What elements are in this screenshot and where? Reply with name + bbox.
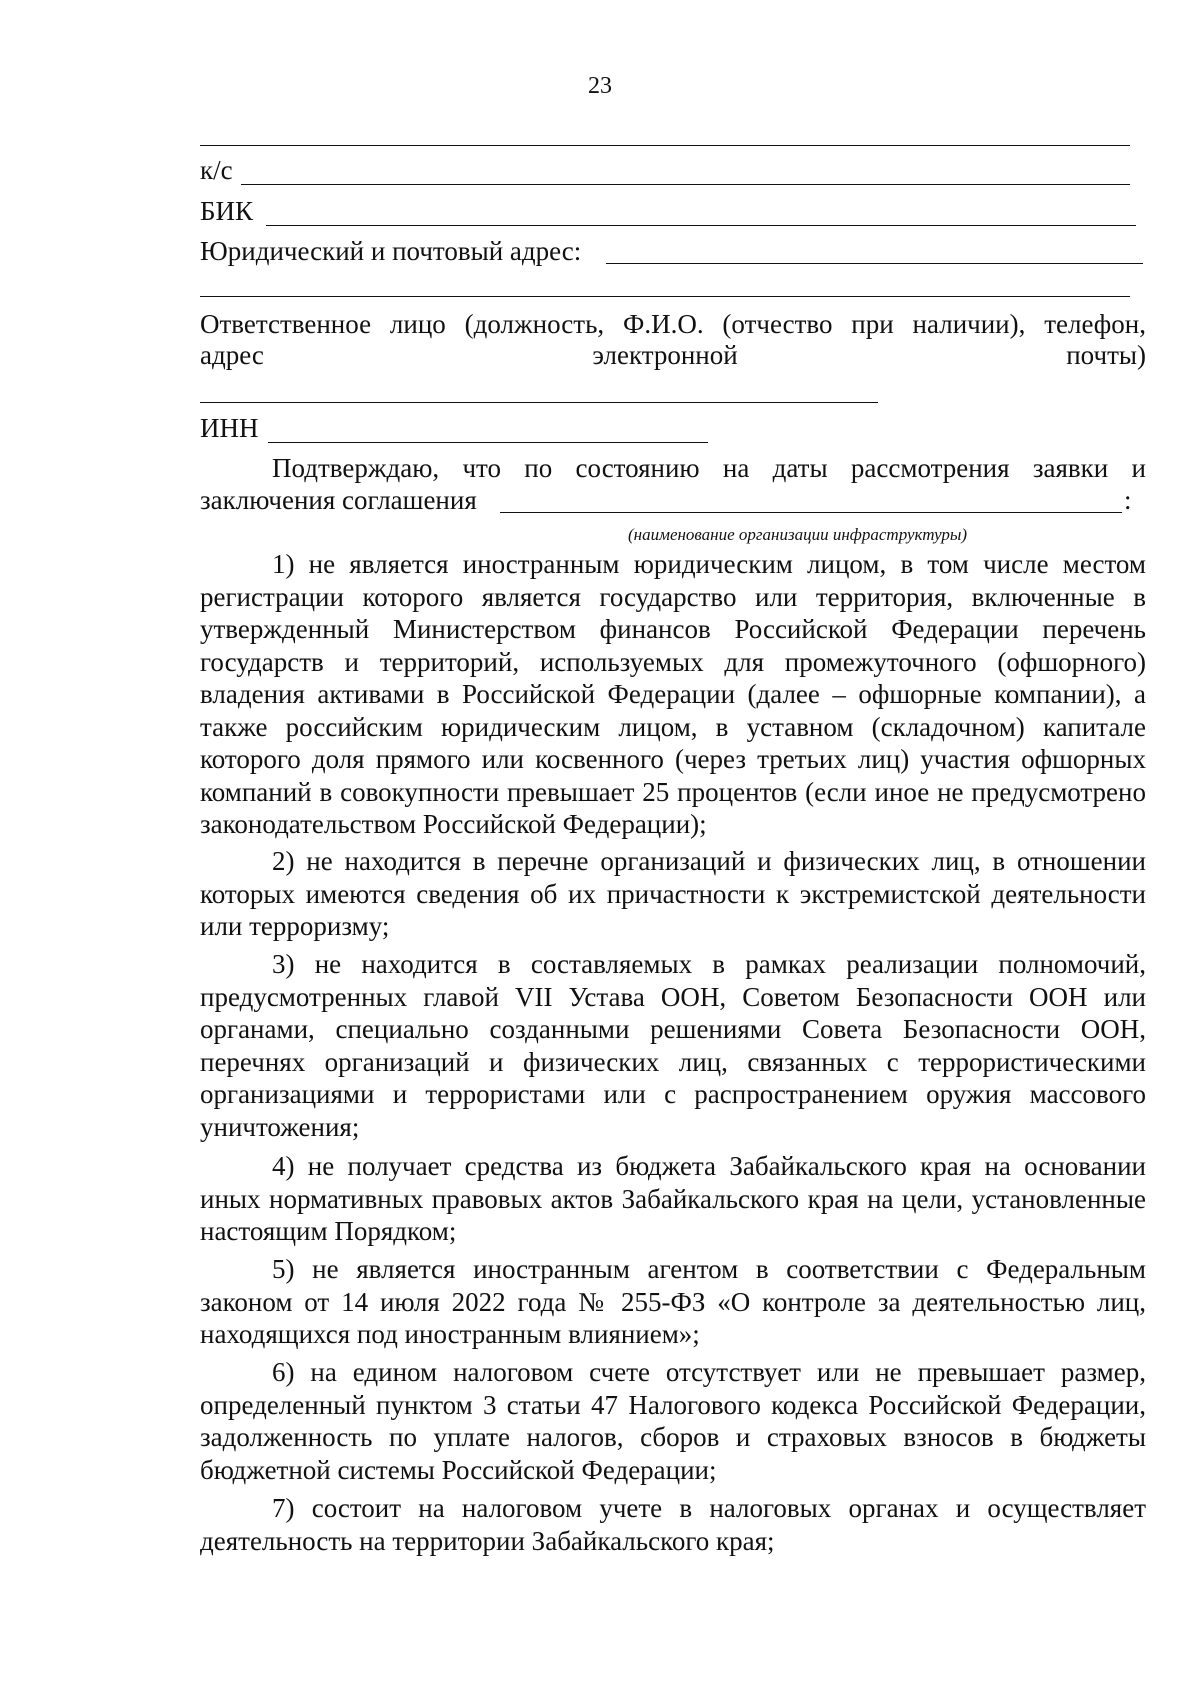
confirm-colon: : [1124,485,1132,515]
organization-name-caption: (наименование организации инфраструктуры) [628,525,968,544]
responsible-word-1: адрес [200,340,264,370]
ks-blank-line [241,184,1130,185]
confirm-line1: Подтверждаю, что по состоянию на даты рассмотрения заявки и [272,453,1146,483]
item-5: 5) не является иностранным агентом в соответствии с Федеральным законом от 14 июля 2022 года № 255-ФЗ «О контроле за деятельностью лиц, находящихся под иностранным влиянием»; [200,1254,1146,1349]
address-label: Юридический и почтовый адрес: [200,236,582,266]
item-2: 2) не находится в перечне организаций и физических лиц, в отношении которых имеются сведения об их причастности к экстремистской деятельности или терроризму; [200,846,1146,941]
ks-label: к/с [200,155,233,185]
responsible-word-2: электронной [592,340,738,370]
responsible-blank-line [200,402,878,403]
responsible-person-line2 [200,339,1146,372]
item-4: 4) не получает средства из бюджета Забайкальского края на основании иных нормативных правовых актов Забайкальского края на цели, установленные настоящим Порядком; [200,1151,1146,1246]
item-1: 1) не является иностранным юридическим лицом, в том числе местом регистрации которого является государство или территория, включенные в утвержденный Министерством финансов Российской Федерации перечень государств и территорий, используемых для промежуточного (офшорного) владения активами в Российской Федерации (далее – офшорные компании), а также российским юридическим лицом, в уставном (складочном) капитале которого доля прямого или косвенного (через третьих лиц) участия офшорных компаний в совокупности превышает 25 процентов (если иное не предусмотрено законодательством Российской Федерации); [200,549,1146,839]
address-second-blank-line [200,296,1130,297]
bik-blank-line [266,225,1136,226]
top-blank-line [200,145,1130,146]
inn-blank-line [268,442,708,443]
item-7: 7) состоит на налоговом учете в налоговых органах и осуществляет деятельность на территории Забайкальского края; [200,1493,1146,1556]
page-number: 23 [588,73,612,99]
confirm-line2-prefix: заключения соглашения [200,485,477,515]
bik-label: БИК [200,196,254,226]
item-3: 3) не находится в составляемых в рамках реализации полномочий, предусмотренных главой VII Устава ООН, Советом Безопасности ООН или органами, специально созданными решениями Совета Безопасности ООН, перечнях организаций и физических лиц, связанных с террористическими организациями и террористами или с распространением оружия массового уничтожения; [200,949,1146,1142]
address-blank-line [606,263,1143,264]
responsible-word-3: почты) [1066,340,1146,370]
item-6: 6) на едином налоговом счете отсутствует или не превышает размер, определенный пунктом 3 статьи 47 Налогового кодекса Российской Федерации, задолженность по уплате налогов, сборов и страховых взносов в бюджеты бюджетной системы Российской Федерации; [200,1357,1146,1485]
organization-name-blank-line [500,512,1122,513]
responsible-person-line1: Ответственное лицо (должность, Ф.И.О. (отчество при наличии), телефон, [200,309,1146,339]
inn-label: ИНН [200,413,259,443]
